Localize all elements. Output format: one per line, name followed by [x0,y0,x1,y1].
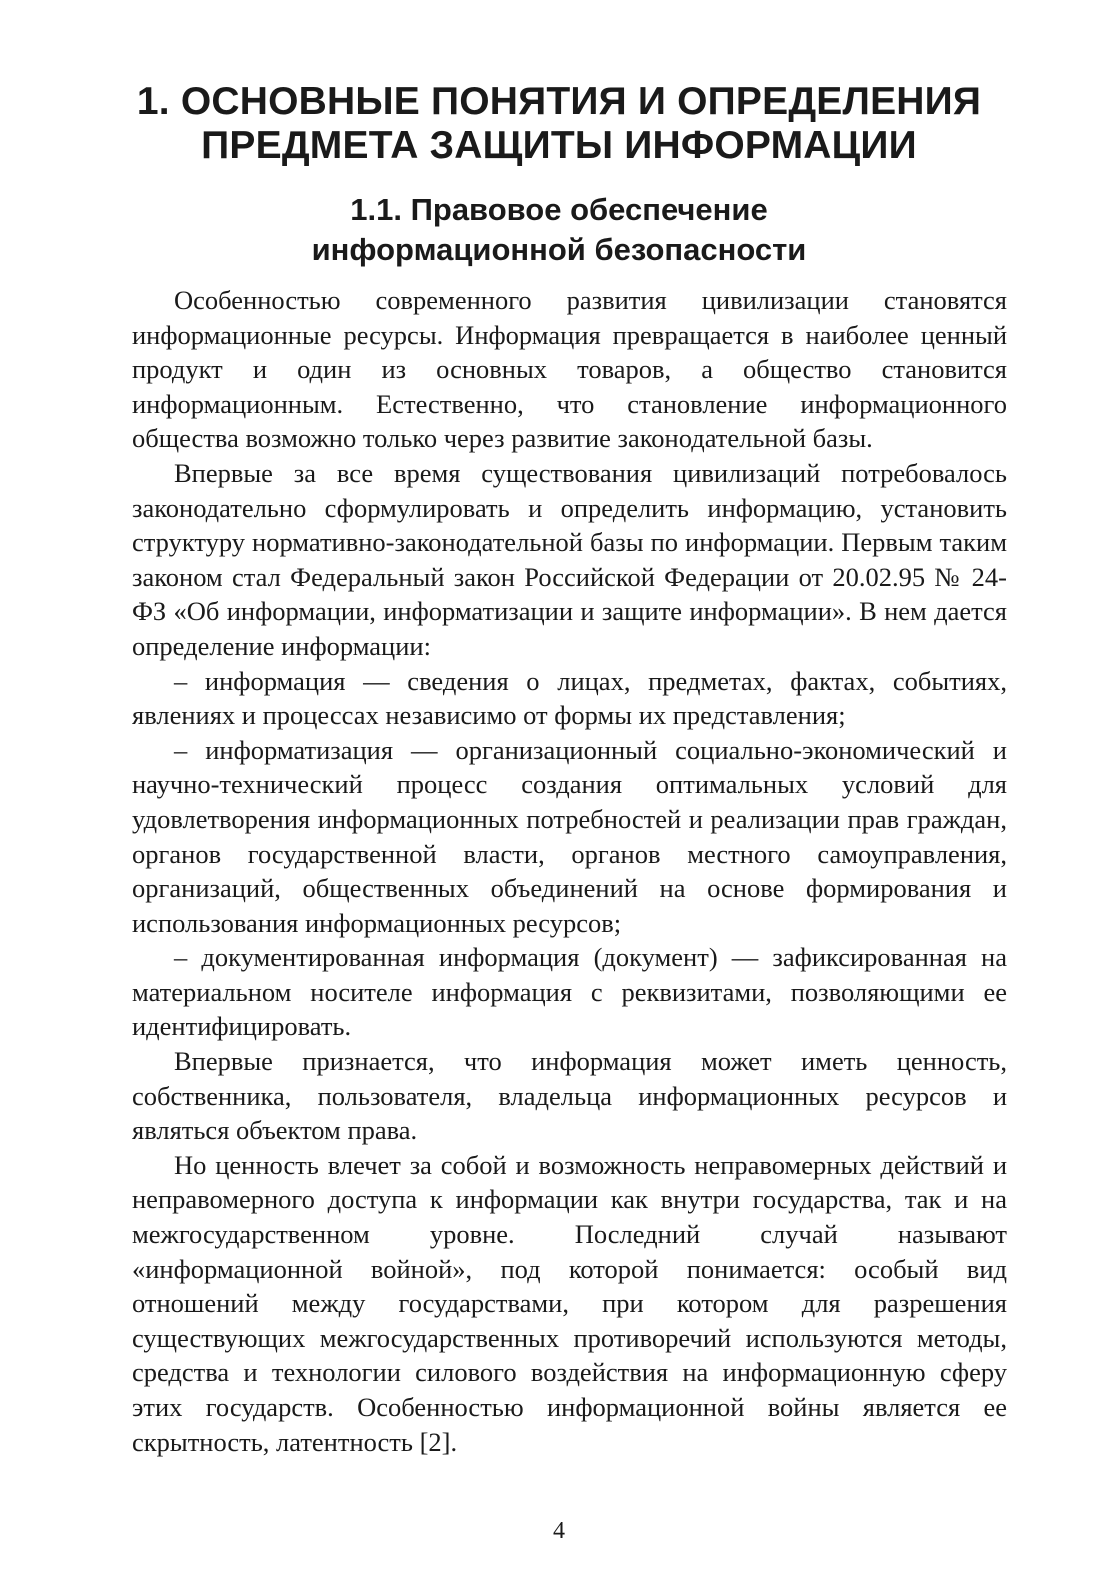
paragraph-2: Впервые за все время существования цивилизаций потребовалось законодательно сформулировать и определить информацию, установить структуру нормативно-законодательной базы по информации. Первым таким законом стал Федеральный закон Российской Федерации от 20.02.95 № 24-ФЗ «Об информации, информатизации и защите информации». В нем дается определение информации: [132,457,1007,661]
definition-informatization: – информатизация — организационный социально-экономический и научно-технический процесс создания оптимальных условий для удовлетворения информационных потребностей и реализации прав граждан, органов государственной власти, органов местного самоуправления, организаций, общественных объединений на основе формирования и использования информационных ресурсов; [132,734,1007,938]
section-title [100,190,1018,270]
section-title-line-2: информационной безопасности [311,232,807,267]
body-text [132,283,1007,1459]
chapter-title-line-1: 1. ОСНОВНЫЕ ПОНЯТИЯ И ОПРЕДЕЛЕНИЯ [136,80,982,123]
section-title-line-1: 1.1. Правовое обеспечение [350,192,768,227]
chapter-title [100,80,1018,168]
definition-documented-information: – документированная информация (документ) — зафиксированная на материальном носителе информация с реквизитами, позволяющими ее идентифицировать. [132,942,1007,1042]
paragraph-1: Особенностью современного развития цивилизации становятся информационные ресурсы. Информация превращается в наиболее ценный продукт и один из основных товаров, а общество становится информационным. Естественно, что становление информационного общества возможно только через развитие законодательной базы. [132,285,1007,454]
definition-information: – информация — сведения о лицах, предметах, фактах, событиях, явлениях и процессах независимо от формы их представления; [132,665,1007,731]
paragraph-3: Впервые признается, что информация может иметь ценность, собственника, пользователя, владельца информационных ресурсов и являться объектом права. [132,1046,1007,1146]
paragraph-4: Но ценность влечет за собой и возможность неправомерных действий и неправомерного доступа к информации как внутри государства, так и на межгосударственном уровне. Последний случай называют «информационной войной», под которой понимается: особый вид отношений между государствами, при котором для разрешения существующих межгосударственных противоречий используются методы, средства и технологии силового воздействия на информационную сферу этих государств. Особенностью информационной войны является ее скрытность, латентность [2]. [132,1149,1007,1457]
page-number: 4 [553,1518,565,1544]
chapter-title-line-2: ПРЕДМЕТА ЗАЩИТЫ ИНФОРМАЦИИ [201,124,917,167]
